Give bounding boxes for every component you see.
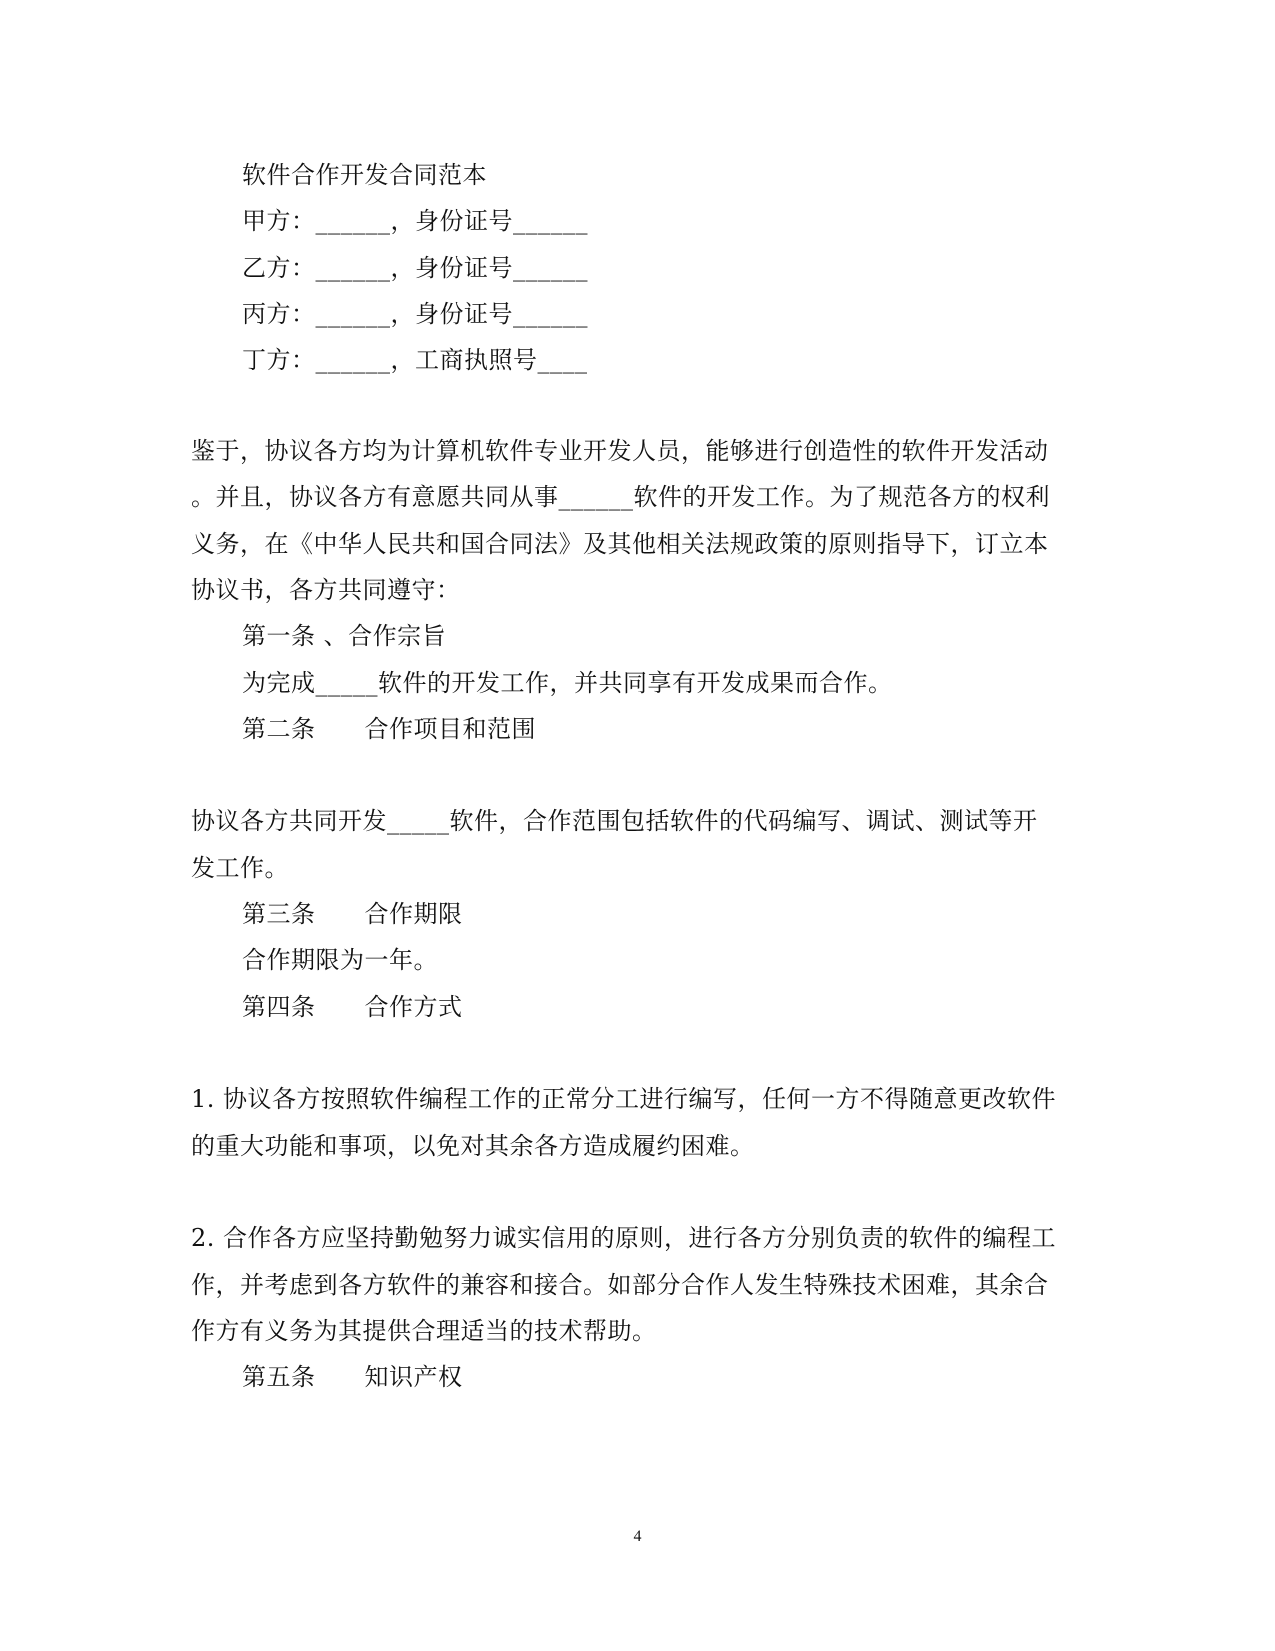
preamble-line: 义务，在《中华人民共和国合同法》及其他相关法规政策的原则指导下，订立本 <box>191 530 1049 558</box>
article-3-heading: 第三条 合作期限 <box>242 900 463 928</box>
article-4-item-1-line: 的重大功能和事项，以免对其余各方造成履约困难。 <box>191 1132 755 1160</box>
article-1-heading: 第一条 、合作宗旨 <box>242 622 447 650</box>
article-4-item-2-line: 2. 合作各方应坚持勤勉努力诚实信用的原则，进行各方分别负责的软件的编程工 <box>191 1224 1057 1252</box>
article-2-text-line: 发工作。 <box>191 854 289 882</box>
party-a-line: 甲方：______，身份证号______ <box>242 207 588 235</box>
article-2-text-line: 协议各方共同开发_____软件，合作范围包括软件的代码编写、调试、测试等开 <box>191 807 1038 835</box>
article-3-text: 合作期限为一年。 <box>242 946 438 974</box>
article-4-heading: 第四条 合作方式 <box>242 993 463 1021</box>
article-4-item-1-line: 1. 协议各方按照软件编程工作的正常分工进行编写，任何一方不得随意更改软件 <box>191 1085 1057 1113</box>
preamble-line: 协议书，各方共同遵守： <box>191 576 461 604</box>
article-1-text: 为完成_____软件的开发工作，并共同享有开发成果而合作。 <box>242 669 893 697</box>
preamble-line: 鉴于，协议各方均为计算机软件专业开发人员，能够进行创造性的软件开发活动 <box>191 437 1049 465</box>
article-4-item-2-line: 作，并考虑到各方软件的兼容和接合。如部分合作人发生特殊技术困难，其余合 <box>191 1271 1049 1299</box>
party-c-line: 丙方：______，身份证号______ <box>242 300 588 328</box>
article-5-heading: 第五条 知识产权 <box>242 1363 463 1391</box>
article-2-heading: 第二条 合作项目和范围 <box>242 715 536 743</box>
document-title: 软件合作开发合同范本 <box>242 161 487 189</box>
article-4-item-2-line: 作方有义务为其提供合理适当的技术帮助。 <box>191 1317 657 1345</box>
party-b-line: 乙方：______，身份证号______ <box>242 254 588 282</box>
party-d-line: 丁方：______，工商执照号____ <box>242 346 588 374</box>
page-number: 4 <box>633 1528 642 1545</box>
preamble-line: 。并且，协议各方有意愿共同从事______软件的开发工作。为了规范各方的权利 <box>191 483 1050 511</box>
